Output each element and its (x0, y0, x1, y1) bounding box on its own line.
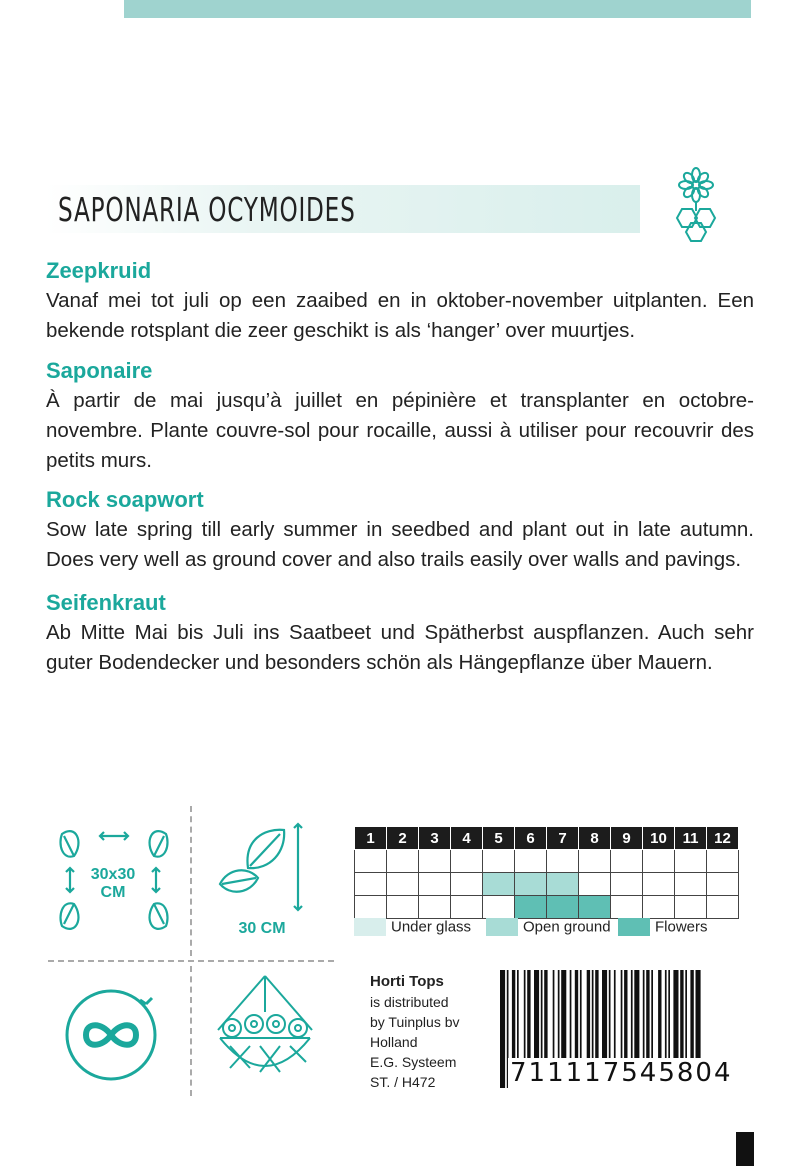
calendar-cell (355, 850, 387, 873)
calendar-cell (451, 896, 483, 919)
legend-label: Under glass (391, 918, 472, 936)
month-cell: 3 (419, 827, 451, 850)
legend-swatch (618, 918, 650, 936)
month-cell: 5 (483, 827, 515, 850)
month-cell: 8 (579, 827, 611, 850)
calendar-cell (387, 896, 419, 919)
distributor-line: is distributed (370, 994, 449, 1010)
calendar-cell (611, 873, 643, 896)
section-english (46, 487, 754, 575)
section-body: Sow late spring till early summer in seedbed and plant out in late autumn. Does very well as ground cover and also trails easily over walls and pavings. (46, 518, 754, 571)
calendar-cell (611, 850, 643, 873)
legend-under-glass (354, 918, 471, 938)
height-label: 30 CM (238, 920, 286, 937)
spacing-unit: CM (100, 884, 126, 901)
hanging-basket-icon (206, 972, 324, 1088)
calendar-cell (579, 896, 611, 919)
section-dutch (46, 258, 754, 346)
calendar-cell (483, 896, 515, 919)
month-cell: 6 (515, 827, 547, 850)
section-heading: Rock soapwort (46, 487, 204, 512)
calendar-cell (419, 896, 451, 919)
calendar-cell (643, 896, 675, 919)
distributor-line: by Tuinplus bv (370, 1014, 460, 1030)
distributor-line: E.G. Systeem (370, 1054, 457, 1070)
calendar-cell (419, 850, 451, 873)
calendar-cell (675, 850, 707, 873)
calendar-cell (483, 850, 515, 873)
distributor-line: Holland (370, 1034, 418, 1050)
section-heading: Saponaire (46, 358, 153, 383)
brand-name: Horti Tops (370, 973, 444, 990)
calendar-cell (515, 873, 547, 896)
calendar-cell (547, 873, 579, 896)
month-cell: 9 (611, 827, 643, 850)
month-cell: 12 (707, 827, 739, 850)
calendar-cell (355, 873, 387, 896)
month-cell: 11 (675, 827, 707, 850)
calendar-cell (579, 850, 611, 873)
section-heading: Seifenkraut (46, 590, 166, 615)
calendar-cell (483, 873, 515, 896)
calendar-cell (707, 873, 739, 896)
grid-divider (190, 966, 192, 1096)
calendar-cell (611, 896, 643, 919)
barcode-bar (500, 970, 505, 1088)
calendar-cell (547, 896, 579, 919)
plant-latin-name: SAPONARIA OCYMOIDES (58, 190, 356, 229)
month-cell: 10 (643, 827, 675, 850)
calendar-cell (547, 850, 579, 873)
calendar-cell (451, 850, 483, 873)
calendar-row-under-glass (355, 850, 739, 873)
section-heading: Zeepkruid (46, 258, 152, 283)
calendar-cell (643, 873, 675, 896)
month-cell: 1 (355, 827, 387, 850)
legend-label: Open ground (523, 918, 611, 936)
section-german (46, 590, 754, 678)
calendar-cell (355, 896, 387, 919)
month-cell: 7 (547, 827, 579, 850)
calendar-cell (451, 873, 483, 896)
infinity-icon (58, 982, 164, 1088)
calendar-cell (387, 873, 419, 896)
month-cell: 2 (387, 827, 419, 850)
calendar-cell (675, 896, 707, 919)
calendar-cell (579, 873, 611, 896)
calendar-cell (707, 850, 739, 873)
calendar-cell (419, 873, 451, 896)
calendar-cell (643, 850, 675, 873)
section-french (46, 358, 754, 476)
print-mark (736, 1132, 754, 1166)
calendar-cell (675, 873, 707, 896)
calendar-cell (707, 896, 739, 919)
calendar-cell (515, 896, 547, 919)
section-body: À partir de mai jusqu’à juillet en pépinière et transplanter en octobre-novembre. Plante couvre-sol pour rocaille, aussi à utiliser pour recouvrir des petits murs. (46, 389, 754, 472)
flower-hexagon-logo-icon (660, 165, 732, 245)
legend-swatch (354, 918, 386, 936)
calendar-row-open-ground (355, 873, 739, 896)
calendar-cell (387, 850, 419, 873)
height-leaves-icon (214, 820, 314, 916)
top-color-bar (124, 0, 751, 18)
calendar-row-flowers (355, 896, 739, 919)
legend-swatch (486, 918, 518, 936)
spacing-value: 30x30 (90, 866, 136, 883)
legend-label: Flowers (655, 918, 708, 936)
grid-divider (190, 806, 192, 956)
section-body: Vanaf mei tot juli op een zaaibed en in oktober-november uitplanten. Een bekende rotsplant die zeer geschikt is als ‘hanger’ over muurtjes. (46, 289, 754, 342)
section-body: Ab Mitte Mai bis Juli ins Saatbeet und Spätherbst auspflanzen. Auch sehr guter Bodendecker und besonders schön als Hängepflanze über Mauern. (46, 621, 754, 674)
sowing-calendar (354, 826, 739, 919)
distributor-info (370, 972, 460, 1092)
legend-open-ground (486, 918, 611, 938)
legend-flowers (618, 918, 708, 938)
spacing-label (78, 866, 148, 902)
calendar-cell (515, 850, 547, 873)
calendar-header-row (355, 827, 739, 850)
barcode-number: 711117545804 (510, 1058, 733, 1088)
distributor-line: ST. / H472 (370, 1074, 436, 1090)
month-cell: 4 (451, 827, 483, 850)
grid-divider (48, 960, 334, 962)
